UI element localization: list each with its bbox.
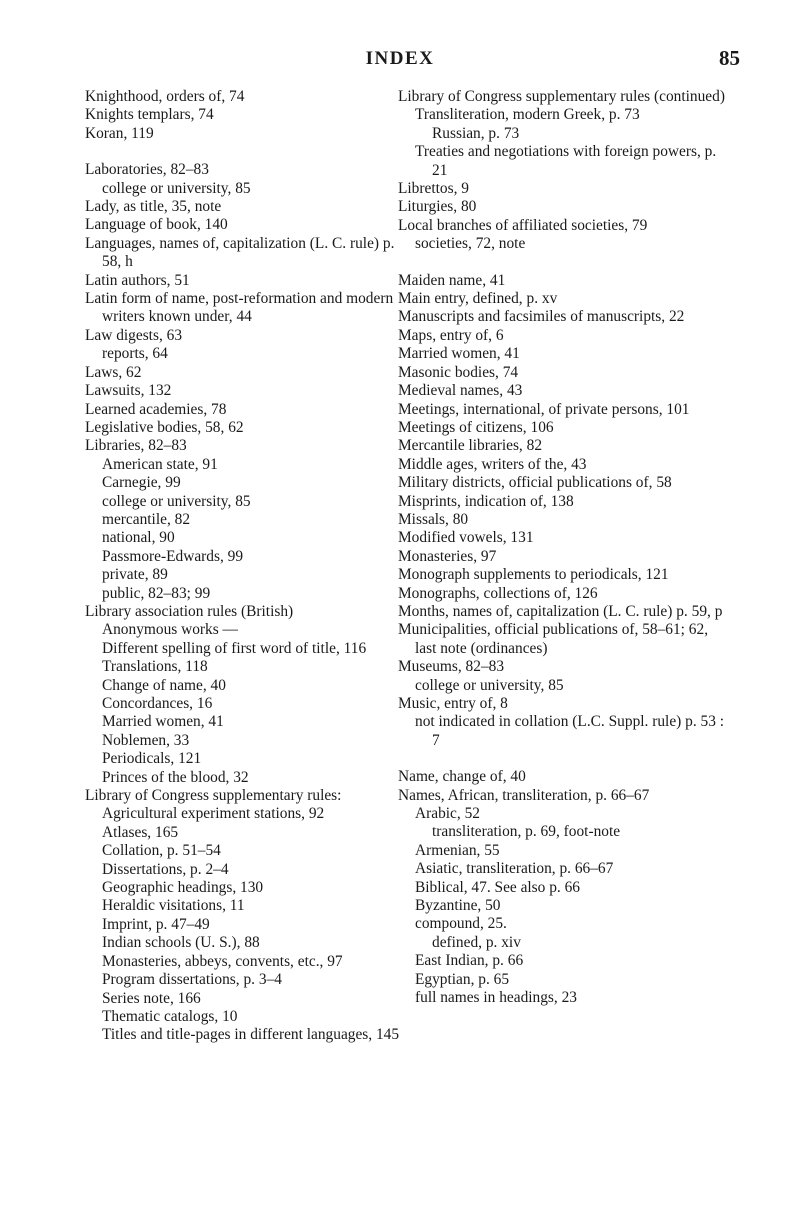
index-entry: Name, change of, 40: [398, 768, 526, 786]
index-entry: Middle ages, writers of the, 43: [398, 455, 587, 473]
index-entry: Married women, 41: [398, 345, 520, 363]
index-entry: Knights templars, 74: [85, 106, 214, 124]
index-entry: Learned academies, 78: [85, 400, 227, 418]
index-subentry: Series note, 166: [102, 989, 201, 1007]
index-entry: Law digests, 63: [85, 326, 183, 344]
index-subentry: Biblical, 47. See also p. 66: [415, 878, 580, 896]
index-entry: Laboratories, 82–83: [85, 161, 209, 179]
index-entry: Legislative bodies, 58, 62: [85, 418, 244, 436]
index-entry: Misprints, indication of, 138: [398, 492, 574, 510]
index-subentry: Heraldic visitations, 11: [102, 897, 245, 915]
index-entry: Languages, names of, capitalization (L. C. rule) p. 58, h: [85, 234, 395, 271]
index-subentry: Anonymous works —: [102, 621, 238, 639]
index-column-right: [398, 88, 728, 1008]
index-entry: Librettos, 9: [398, 180, 469, 198]
index-entry: Laws, 62: [85, 363, 142, 381]
index-entry: Library association rules (British): [85, 602, 294, 620]
index-entry: Monographs, collections of, 126: [398, 584, 598, 602]
index-subentry: defined, p. xiv: [432, 933, 521, 951]
index-column-left: [85, 88, 413, 1045]
index-subentry: American state, 91: [102, 455, 218, 473]
index-entry: Meetings of citizens, 106: [398, 418, 554, 436]
index-subentry: Byzantine, 50: [415, 897, 501, 915]
index-entry: Knighthood, orders of, 74: [85, 88, 245, 105]
index-subentry: Monasteries, abbeys, convents, etc., 97: [102, 952, 343, 970]
index-entry: Manuscripts and facsimiles of manuscripts, 22: [398, 308, 685, 326]
index-subentry: reports, 64: [102, 345, 168, 363]
index-entry: Libraries, 82–83: [85, 437, 187, 455]
index-subentry: national, 90: [102, 529, 175, 547]
index-subentry: Transliteration, modern Greek, p. 73: [415, 106, 640, 124]
index-subentry: Dissertations, p. 2–4: [102, 860, 229, 878]
index-entry: Museums, 82–83: [398, 658, 505, 676]
index-entry: Latin form of name, post-reformation and modern writers known under, 44: [85, 290, 394, 326]
index-subentry: public, 82–83; 99: [102, 584, 211, 602]
index-entry: Municipalities, official publications of, 58–61; 62, last note (ordinances): [398, 621, 709, 657]
index-entry: Medieval names, 43: [398, 382, 523, 400]
index-subentry: Carnegie, 99: [102, 474, 181, 492]
index-entry: Latin authors, 51: [85, 271, 190, 289]
index-subentry: Translations, 118: [102, 658, 208, 676]
index-entry: Missals, 80: [398, 510, 469, 528]
index-entry: Music, entry of, 8: [398, 695, 508, 712]
index-entry: Monograph supplements to periodicals, 121: [398, 566, 669, 584]
index-subentry: Titles and title-pages in different languages, 145: [102, 1026, 400, 1044]
index-entry: Masonic bodies, 74: [398, 363, 519, 381]
index-subentry: private, 89: [102, 566, 168, 584]
index-subentry: Married women, 41: [102, 713, 224, 731]
index-entry: Library of Congress supplementary rules (continued): [398, 88, 725, 105]
index-entry: Months, names of, capitalization (L. C. rule) p. 59, p: [398, 602, 723, 620]
index-subentry: Princes of the blood, 32: [102, 768, 249, 786]
index-entry: Names, African, transliteration, p. 66–67: [398, 786, 650, 804]
index-subentry: Geographic headings, 130: [102, 879, 264, 897]
page-title: INDEX: [365, 48, 435, 69]
index-subentry: Russian, p. 73: [432, 124, 520, 142]
index-entry: Language of book, 140: [85, 216, 228, 234]
index-subentry: college or university, 85: [415, 676, 564, 694]
index-subentry: Egyptian, p. 65: [415, 970, 510, 988]
index-subentry: Agricultural experiment stations, 92: [102, 805, 325, 823]
index-subentry: Periodicals, 121: [102, 750, 202, 768]
index-entry: Maps, entry of, 6: [398, 326, 504, 344]
index-subentry: college or university, 85: [102, 179, 251, 197]
index-subentry: Concordances, 16: [102, 695, 213, 712]
index-entry: Liturgies, 80: [398, 198, 477, 216]
index-subentry: Different spelling of first word of title, 116: [102, 639, 367, 657]
index-subentry: Imprint, p. 47–49: [102, 915, 210, 933]
index-subentry: Armenian, 55: [415, 841, 500, 859]
index-subentry: Collation, p. 51–54: [102, 842, 221, 860]
index-entry: Military districts, official publications of, 58: [398, 474, 672, 492]
index-subentry: Arabic, 52: [415, 805, 480, 823]
section-gap: [85, 143, 413, 161]
index-entry: Modified vowels, 131: [398, 529, 534, 547]
index-subentry: Asiatic, transliteration, p. 66–67: [415, 860, 614, 878]
index-subentry: East Indian, p. 66: [415, 952, 524, 970]
index-subentry: transliteration, p. 69, foot-note: [432, 823, 621, 841]
index-subentry: societies, 72, note: [415, 235, 526, 253]
index-subentry: full names in headings, 23: [415, 989, 577, 1007]
index-entry: Local branches of affiliated societies, 79: [398, 216, 648, 234]
index-subentry: not indicated in collation (L.C. Suppl. rule) p. 53 : 7: [415, 713, 725, 749]
index-entry: Maiden name, 41: [398, 271, 506, 289]
index-subentry: Atlases, 165: [102, 823, 179, 841]
page-number: 85: [719, 46, 740, 70]
index-entry: Meetings, international, of private persons, 101: [398, 400, 690, 418]
index-entry: Lawsuits, 132: [85, 382, 172, 400]
index-entry: Main entry, defined, p. xv: [398, 290, 558, 308]
page-header: [0, 44, 800, 74]
index-subentry: compound, 25.: [415, 915, 507, 933]
index-entry: Lady, as title, 35, note: [85, 198, 222, 216]
index-entry: Library of Congress supplementary rules:: [85, 787, 342, 805]
section-gap: [398, 750, 728, 768]
index-subentry: college or university, 85: [102, 492, 251, 510]
index-subentry: Program dissertations, p. 3–4: [102, 971, 282, 989]
index-subentry: Indian schools (U. S.), 88: [102, 934, 260, 952]
index-entry: Koran, 119: [85, 124, 154, 142]
index-subentry: Change of name, 40: [102, 676, 226, 694]
section-gap: [398, 254, 728, 272]
index-subentry: Noblemen, 33: [102, 731, 190, 749]
index-subentry: mercantile, 82: [102, 510, 191, 528]
index-entry: Mercantile libraries, 82: [398, 437, 543, 455]
index-subentry: Treaties and negotiations with foreign powers, p. 21: [415, 143, 717, 179]
index-subentry: Passmore-Edwards, 99: [102, 547, 244, 565]
index-entry: Monasteries, 97: [398, 547, 497, 565]
index-subentry: Thematic catalogs, 10: [102, 1007, 238, 1025]
